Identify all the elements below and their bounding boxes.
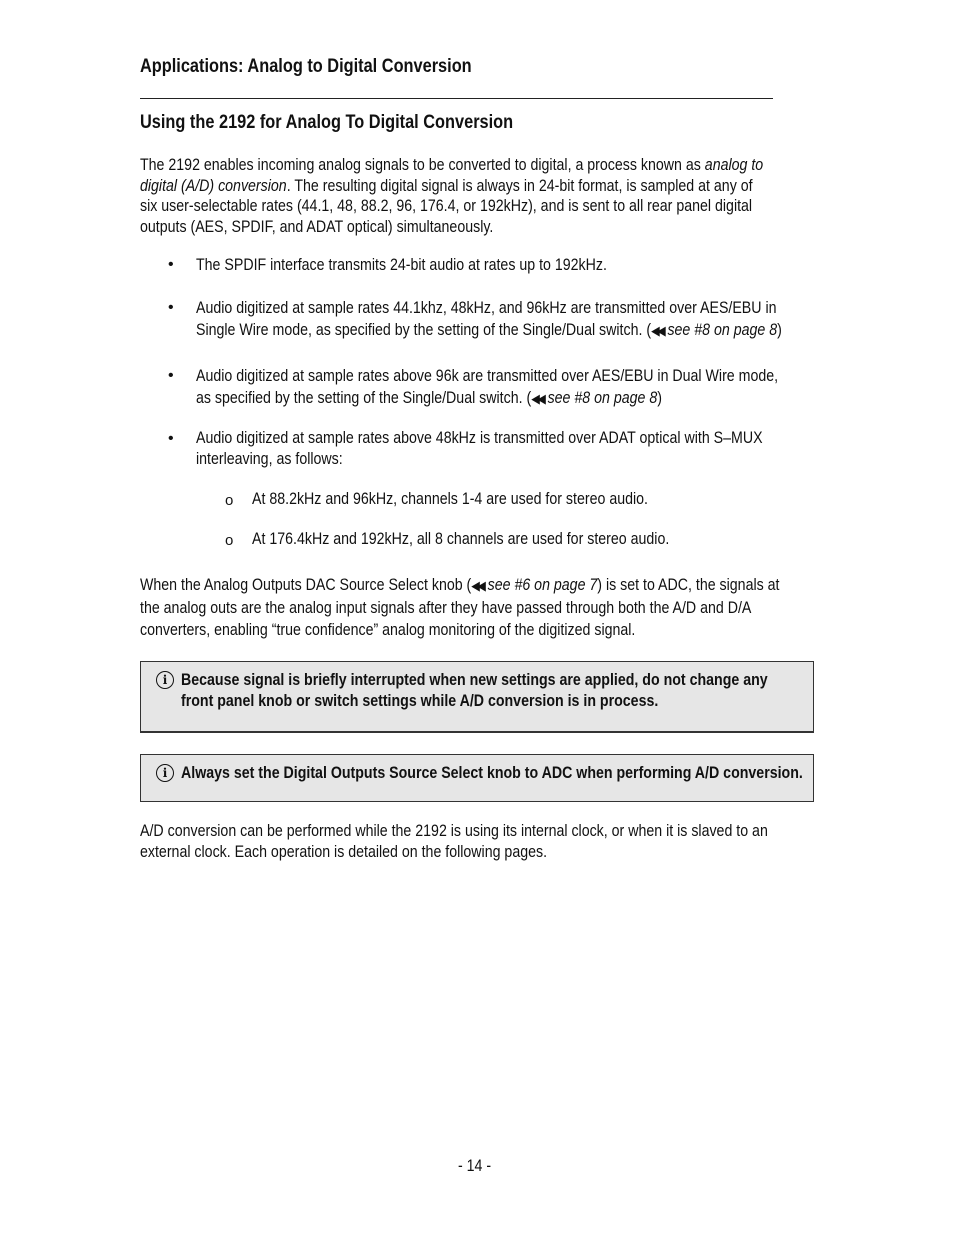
page-number: - 14 -	[458, 1157, 492, 1175]
bullet-item	[196, 254, 607, 276]
sub-bullet-marker: o	[225, 492, 234, 509]
sub-bullet-item: At 176.4kHz and 192kHz, all 8 channels are used for stereo audio.	[252, 530, 670, 548]
bullet-marker: •	[168, 299, 174, 316]
info-note	[140, 661, 814, 733]
info-note	[140, 754, 814, 802]
intro-text: . The resulting digital signal is always in 24-bit format, is sampled at any of	[286, 176, 753, 195]
note-text	[181, 670, 768, 712]
bullet-marker: •	[168, 256, 174, 273]
intro-text: outputs (AES, SPDIF, and ADAT optical) simultaneously.	[140, 217, 494, 236]
bullet-text: )	[657, 389, 662, 407]
intro-text: The 2192 enables incoming analog signals to be converted to digital, a process known as	[140, 156, 705, 174]
note-line: front panel knob or switch settings while A/D conversion is in process.	[181, 692, 659, 710]
page-heading: Applications: Analog to Digital Conversion	[140, 56, 472, 77]
rewind-icon: ◀◀	[471, 578, 484, 593]
cross-reference: see #8 on page 8	[547, 389, 658, 407]
rewind-icon: ◀◀	[651, 323, 664, 338]
cross-reference: see #8 on page 8	[667, 321, 778, 339]
intro-paragraph	[140, 155, 763, 237]
sub-bullet-marker: o	[225, 532, 234, 549]
bullet-text: Single Wire mode, as specified by the setting of the Single/Dual switch. (	[196, 321, 652, 339]
heading-rule	[140, 98, 773, 99]
bullet-text: Audio digitized at sample rates 44.1khz, 48kHz, and 96kHz are transmitted over AES/EBU in	[196, 299, 777, 317]
bullet-text: )	[777, 321, 782, 339]
intro-text: six user-selectable rates (44.1, 48, 88.2, 96, 176.4, or 192kHz), and is sent to all rear panel digital	[140, 197, 753, 215]
info-icon: i	[156, 764, 174, 782]
note-line: Because signal is briefly interrupted when new settings are applied, do not change any	[181, 671, 768, 689]
sub-bullet-item: At 88.2kHz and 96kHz, channels 1-4 are used for stereo audio.	[252, 490, 648, 508]
bullet-text: The SPDIF interface transmits 24-bit audio at rates up to 192kHz.	[196, 256, 607, 274]
dac-text: ) is set to ADC, the signals at	[597, 576, 780, 594]
bullet-text: Audio digitized at sample rates above 48kHz is transmitted over ADAT optical with S–MUX	[196, 429, 763, 447]
bullet-text: Audio digitized at sample rates above 96k are transmitted over AES/EBU in Dual Wire mode,	[196, 367, 779, 385]
bullet-item	[196, 365, 778, 410]
bullet-text: as specified by the setting of the Single/Dual switch. (	[196, 389, 532, 407]
note-line: Always set the Digital Outputs Source Select knob to ADC when performing A/D conversion.	[181, 764, 803, 782]
dac-paragraph	[140, 574, 779, 641]
bullet-item	[196, 428, 763, 469]
info-icon: i	[156, 671, 174, 689]
bullet-marker: •	[168, 430, 174, 447]
closing-text: external clock. Each operation is detailed on the following pages.	[140, 842, 548, 861]
bullet-marker: •	[168, 367, 174, 384]
dac-text: the analog outs are the analog input signals after they have passed through both the A/D and D/A	[140, 599, 752, 617]
cross-reference: see #6 on page 7	[487, 576, 598, 594]
intro-term: digital (A/D) conversion	[140, 176, 287, 195]
closing-paragraph	[140, 821, 768, 862]
bullet-item	[196, 297, 782, 342]
intro-term: analog to	[704, 156, 764, 174]
rewind-icon: ◀◀	[531, 391, 544, 406]
closing-text: A/D conversion can be performed while the 2192 is using its internal clock, or when it is slaved to an	[140, 822, 768, 840]
dac-text: When the Analog Outputs DAC Source Select knob (	[140, 576, 472, 594]
dac-text: converters, enabling “true confidence” analog monitoring of the digitized signal.	[140, 621, 636, 639]
note-text	[181, 763, 803, 784]
bullet-text: interleaving, as follows:	[196, 449, 343, 468]
section-heading: Using the 2192 for Analog To Digital Conversion	[140, 112, 514, 133]
